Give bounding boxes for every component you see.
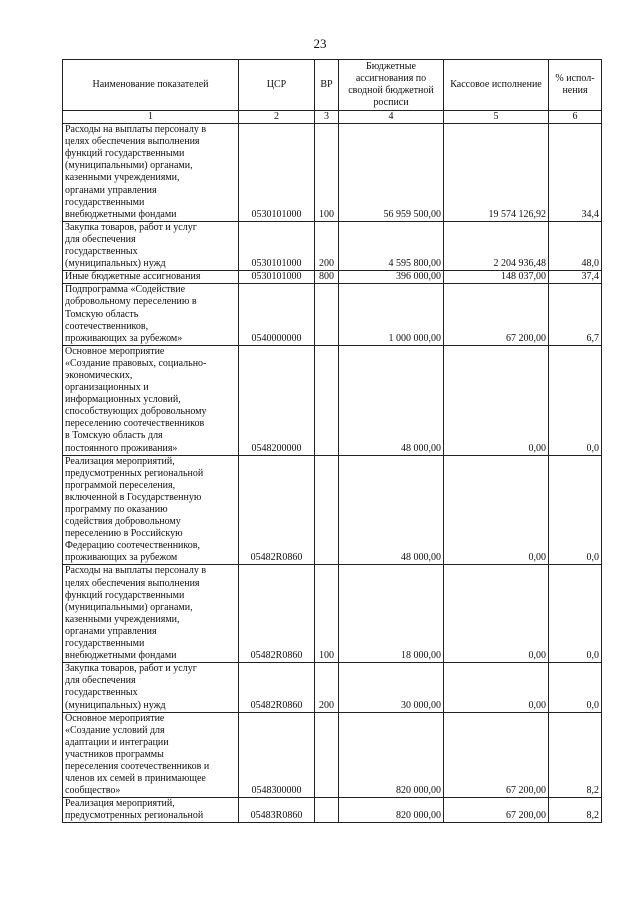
row-executed: 67 200,00 (444, 798, 549, 823)
table-row (63, 798, 602, 823)
row-name: Основное мероприятие «Создание правовых, социально- экономических, организационных и информационных условий, способствующих добровольному переселению соотечественников в Томскую область для постоянного проживания» (63, 345, 239, 455)
row-vr: 100 (315, 565, 339, 663)
row-vr: 800 (315, 271, 339, 284)
row-executed: 0,00 (444, 565, 549, 663)
row-name: Расходы на выплаты персоналу в целях обеспечения выполнения функций государственными (муниципальными) органами, казенными учреждениями, органами управления государственными внебюджетными фондами (63, 124, 239, 222)
row-csr: 0548200000 (239, 345, 315, 455)
row-percent: 6,7 (549, 284, 602, 345)
row-executed: 0,00 (444, 663, 549, 712)
row-name: Основное мероприятие «Создание условий для адаптации и интеграции участников программы переселения соотечественников и членов их семей в принимающее сообщество» (63, 712, 239, 798)
table-row (63, 271, 602, 284)
row-budget: 396 000,00 (339, 271, 444, 284)
row-name: Расходы на выплаты персоналу в целях обеспечения выполнения функций государственными (муниципальными) органами, казенными учреждениями, органами управления государственными внебюджетными фондами (63, 565, 239, 663)
row-executed: 2 204 936,48 (444, 221, 549, 270)
row-vr (315, 712, 339, 798)
row-vr (315, 455, 339, 565)
table-row (63, 455, 602, 565)
row-csr: 05482R0860 (239, 663, 315, 712)
row-name: Закупка товаров, работ и услуг для обеспечения государственных (муниципальных) нужд (63, 221, 239, 270)
table-row (63, 663, 602, 712)
row-executed: 67 200,00 (444, 712, 549, 798)
row-executed: 148 037,00 (444, 271, 549, 284)
row-percent: 8,2 (549, 798, 602, 823)
row-vr (315, 345, 339, 455)
row-executed: 19 574 126,92 (444, 124, 549, 222)
table-row (63, 565, 602, 663)
row-percent: 8,2 (549, 712, 602, 798)
row-budget: 820 000,00 (339, 798, 444, 823)
table-header-row (63, 60, 602, 111)
row-percent: 34,4 (549, 124, 602, 222)
header-indicator-name: Наименование показателей (63, 60, 239, 111)
row-csr: 0540000000 (239, 284, 315, 345)
row-executed: 67 200,00 (444, 284, 549, 345)
column-number: 1 (63, 111, 239, 124)
row-csr: 05483R0860 (239, 798, 315, 823)
row-csr: 0548300000 (239, 712, 315, 798)
row-budget: 4 595 800,00 (339, 221, 444, 270)
row-vr (315, 798, 339, 823)
header-budget: Бюджетные ассигнования по сводной бюджетной росписи (339, 60, 444, 111)
header-executed: Кассовое исполнение (444, 60, 549, 111)
row-budget: 820 000,00 (339, 712, 444, 798)
row-executed: 0,00 (444, 455, 549, 565)
table-row (63, 345, 602, 455)
row-percent: 37,4 (549, 271, 602, 284)
row-percent: 0,0 (549, 663, 602, 712)
row-vr: 200 (315, 221, 339, 270)
row-name: Реализация мероприятий, предусмотренных региональной программой переселения, включенной в Государственную программу по оказанию содействия добровольному переселению в Российскую Федерацию соотечественников, проживающих за рубежом (63, 455, 239, 565)
row-name: Иные бюджетные ассигнования (63, 271, 239, 284)
row-budget: 48 000,00 (339, 345, 444, 455)
column-number-row (63, 111, 602, 124)
row-budget: 56 959 500,00 (339, 124, 444, 222)
column-number: 3 (315, 111, 339, 124)
row-vr: 200 (315, 663, 339, 712)
header-percent: % испол-нения (549, 60, 602, 111)
row-budget: 18 000,00 (339, 565, 444, 663)
table-row (63, 284, 602, 345)
row-csr: 05482R0860 (239, 565, 315, 663)
column-number: 2 (239, 111, 315, 124)
row-csr: 05482R0860 (239, 455, 315, 565)
row-name: Подпрограмма «Содействие добровольному переселению в Томскую область соотечественников, проживающих за рубежом» (63, 284, 239, 345)
row-csr: 0530101000 (239, 271, 315, 284)
row-budget: 30 000,00 (339, 663, 444, 712)
header-vr: ВР (315, 60, 339, 111)
table-row (63, 221, 602, 270)
page-number: 23 (313, 36, 327, 51)
row-budget: 1 000 000,00 (339, 284, 444, 345)
row-executed: 0,00 (444, 345, 549, 455)
row-name: Закупка товаров, работ и услуг для обеспечения государственных (муниципальных) нужд (63, 663, 239, 712)
row-vr: 100 (315, 124, 339, 222)
row-percent: 48,0 (549, 221, 602, 270)
row-percent: 0,0 (549, 455, 602, 565)
row-budget: 48 000,00 (339, 455, 444, 565)
column-number: 6 (549, 111, 602, 124)
header-csr: ЦСР (239, 60, 315, 111)
row-percent: 0,0 (549, 565, 602, 663)
table-row (63, 124, 602, 222)
column-number: 5 (444, 111, 549, 124)
column-number: 4 (339, 111, 444, 124)
row-percent: 0,0 (549, 345, 602, 455)
budget-execution-table (62, 59, 602, 823)
row-csr: 0530101000 (239, 221, 315, 270)
row-name: Реализация мероприятий, предусмотренных региональной (63, 798, 239, 823)
row-vr (315, 284, 339, 345)
table-row (63, 712, 602, 798)
row-csr: 0530101000 (239, 124, 315, 222)
